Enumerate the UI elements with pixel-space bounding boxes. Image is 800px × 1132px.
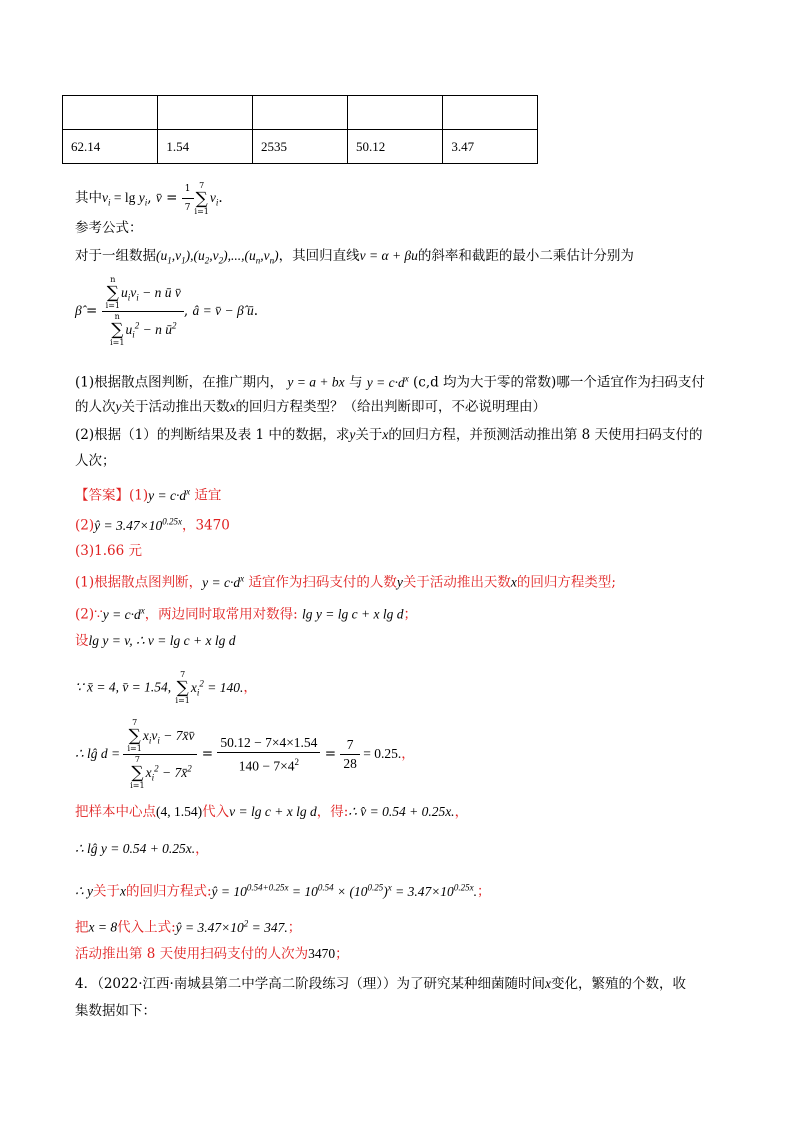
answer-1: 【答案】$(1)y = c\cdot d^x$ 适宜 (75, 486, 222, 504)
reference-title: 参考公式： (75, 220, 143, 236)
question-1-cont: 的人次y关于活动推出天数x的回归方程类型？（给出判断即可，不必说明理由） (75, 399, 546, 415)
table-row (63, 96, 538, 130)
means-line: ∵ x̄ = 4, v̄ = 1.54, 7 ∑ i=1 $x_i^2 = 140$.， (75, 670, 257, 705)
solution-2: (2)∵y = $c\cdot d^x$，两边同时取常用对数得: lg y = lg c + x lg d； (75, 605, 417, 623)
log-regression-line: ∴ lĝ y = 0.54 + 0.25x.， (75, 841, 209, 857)
table-cell (252, 96, 347, 130)
reference-line: 对于一组数据$(u_1,v_1),(u_2,v_2),...,(u_n,v_n)$，其回归直线v = α + βu的斜率和截距的最小二乘估计分别为 (75, 248, 634, 266)
table-cell: 62.14 (63, 130, 158, 164)
prediction-line: 把x = 8代入上式:ŷ = $3.47\times 10^2 = 347$.； (75, 918, 302, 936)
answer-2: (2)ŷ = $3.47\times 10^{0.25x}$，3470 (75, 516, 230, 534)
problem-4: 4．（2022·江西·南城县第二中学高二阶段练习（理））为了研究某种细菌随时间x变化，繁殖的个数，收 (75, 976, 687, 992)
final-answer: 活动推出第 8 天使用扫码支付的人次为3470； (75, 946, 349, 962)
table-cell: 1.54 (158, 130, 253, 164)
table-cell (158, 96, 253, 130)
table-cell (443, 96, 538, 130)
answer-3: (3)1.66 元 (75, 543, 142, 559)
table-cell (63, 96, 158, 130)
regression-equation-line: ∴ y关于x的回归方程式:ŷ = $10^{0.54+0.25x} = 10^{0.54} \times (10^{0.25})^x = 3.47\times 10^{0.25x}$.； (75, 882, 491, 900)
solution-1: (1)根据散点图判断，$y = c\cdot d^x$ 适宜作为扫码支付的人数y关于活动推出天数x的回归方程类型; (75, 573, 616, 591)
table-cell: 50.12 (347, 130, 442, 164)
table-cell (347, 96, 442, 130)
formula-beta: β̂ = n ∑ i=1 $u_iv_i - n$ ū v̄ n ∑ i=1 $u_i^2 - n$ $ū^2$ , â = v̄ − β̂ ū. (75, 275, 259, 347)
table-row (63, 130, 538, 164)
center-point-line: 把样本中心点(4, 1.54)代入v = lg c + x lg d，得:∴ v̂ = 0.54 + 0.25x.， (75, 804, 469, 820)
problem-4-cont: 集数据如下： (75, 1003, 156, 1019)
table-cell: 2535 (252, 130, 347, 164)
slope-computation: ∴ lĝ d = 7 ∑ i=1 $x_iv_i$ − 7x̄v̄ 7 ∑ i=1 $x_i^2$ − 7x̄$^2$ = $\frac{50.12 - 7\times 4\times 1.54}{140 - 7\times 4^2}$ = $\frac{7}{28}$ = 0.25.， (75, 718, 415, 790)
question-2-cont: 人次； (75, 453, 116, 469)
question-1: (1)根据散点图判断，在推广期内， y = a + bx 与 $y = c\cdot d^x$ (c,d 均为大于零的常数)哪一个适宜作为扫码支付 (75, 373, 705, 391)
table-cell: 3.47 (443, 130, 538, 164)
substitution-line: 设lg y = v, ∴ v = lg c + x lg d (75, 633, 236, 649)
table-note: 其中$v_i = \lg y_i$, v̄ = $\frac{1}{7}$ 7 ∑ i=1 $v_i$. (75, 180, 223, 216)
data-table (62, 95, 538, 164)
question-2: (2)根据（1）的判断结果及表 1 中的数据，求y关于x的回归方程，并预测活动推出第 8 天使用扫码支付的 (75, 427, 703, 443)
